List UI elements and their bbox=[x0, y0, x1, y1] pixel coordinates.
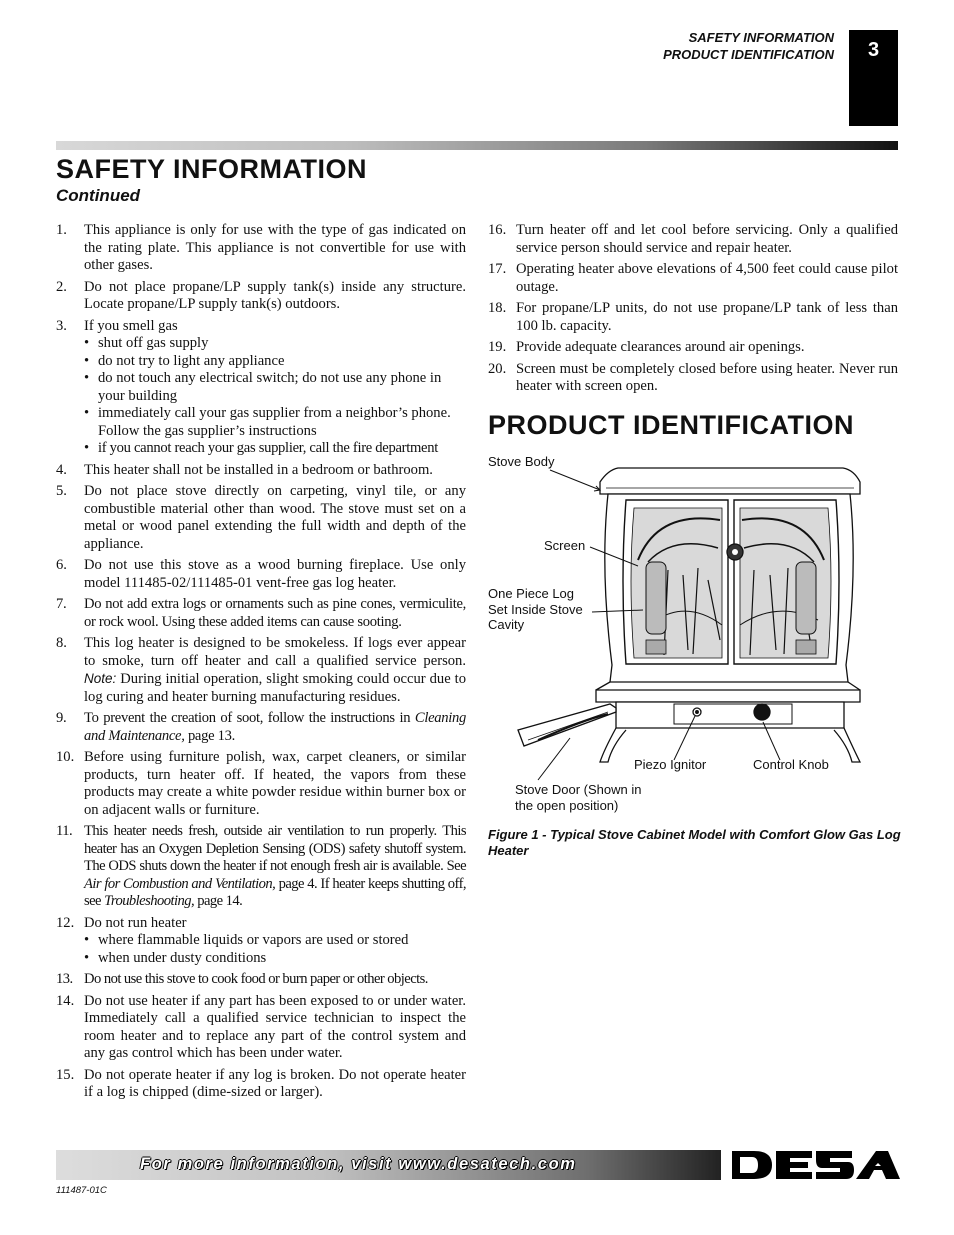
cross-reference: Air for Combustion and Ventilation, bbox=[84, 875, 276, 892]
footer-website-text: For more information, visit www.desatech.com bbox=[140, 1155, 577, 1173]
product-id-title: PRODUCT IDENTIFICATION bbox=[488, 410, 854, 440]
safety-title: SAFETY INFORMATION bbox=[56, 154, 367, 184]
item-text: Do not use this stove as a wood burning fireplace. Use only model 111485-02/111485-01 vent-free gas log heater. bbox=[84, 557, 466, 591]
left-column bbox=[56, 222, 466, 1106]
list-item bbox=[56, 279, 466, 314]
list-item bbox=[488, 339, 898, 357]
safety-subtitle: Continued bbox=[56, 186, 141, 205]
list-item bbox=[488, 361, 898, 396]
list-item bbox=[56, 749, 466, 819]
label-piezo-ignitor: Piezo Ignitor bbox=[634, 757, 707, 772]
item-text: page 14. bbox=[197, 893, 243, 909]
item-number: 9. bbox=[56, 710, 67, 726]
item-number: 17. bbox=[488, 261, 507, 277]
list-item bbox=[488, 222, 898, 257]
label-door-line: Stove Door (Shown in bbox=[515, 782, 642, 797]
item-number: 6. bbox=[56, 557, 67, 573]
label-log-set-line: Cavity bbox=[488, 617, 525, 632]
header-section-2: PRODUCT IDENTIFICATION bbox=[663, 47, 834, 62]
list-item bbox=[56, 1067, 466, 1102]
label-log-set bbox=[488, 586, 583, 633]
figure-caption: Figure 1 - Typical Stove Cabinet Model with Comfort Glow Gas Log Heater bbox=[488, 827, 901, 858]
label-log-set-line: One Piece Log bbox=[488, 586, 575, 601]
header-section-1: SAFETY INFORMATION bbox=[688, 30, 834, 45]
list-item bbox=[56, 222, 466, 275]
item-body bbox=[84, 915, 466, 968]
list-item bbox=[56, 993, 466, 1063]
item-body bbox=[84, 710, 466, 745]
cross-reference: Cleaning and Maintenance, bbox=[84, 710, 466, 744]
item-number: 7. bbox=[56, 596, 67, 612]
bullet-text: shut off gas supply bbox=[98, 335, 209, 351]
list-item bbox=[56, 635, 466, 706]
item-text: Do not use heater if any part has been exposed to or under water. Immediately call a qualified service technician to inspect the room heater and to replace any part of the control system and any gas control which has been under water. bbox=[84, 992, 466, 1061]
page-number: 3 bbox=[867, 39, 880, 61]
item-body bbox=[84, 635, 466, 706]
list-item bbox=[56, 462, 466, 480]
list-item bbox=[488, 261, 898, 296]
item-text: This heater needs fresh, outside air ventilation to run properly. This heater has an Oxygen Depletion Sensing (ODS) safety shutoff system. The ODS shuts down the heater if not enough fresh air is available. See bbox=[84, 823, 466, 874]
item-number: 11. bbox=[56, 823, 73, 839]
item-text: Do not operate heater if any log is broken. Do not operate heater if a log is chipped (dime-sized or larger). bbox=[84, 1066, 466, 1100]
leader-door bbox=[538, 738, 570, 780]
list-item bbox=[56, 971, 466, 989]
item-number: 14. bbox=[56, 992, 75, 1009]
leader-stove-body bbox=[550, 470, 600, 490]
item-text: page 13. bbox=[187, 727, 235, 744]
bullet-text: do not touch any electrical switch; do not use any phone in your building bbox=[98, 370, 442, 404]
item-number: 20. bbox=[488, 360, 507, 377]
note-text: During initial operation, slight smoking could occur due to log curing and heater burning manufacturing residues. bbox=[84, 671, 466, 705]
list-item bbox=[56, 823, 466, 911]
item-number: 19. bbox=[488, 339, 507, 355]
item-number: 12. bbox=[56, 914, 75, 931]
label-screen: Screen bbox=[544, 538, 586, 553]
item-body bbox=[84, 318, 466, 458]
item-text: Do not run heater bbox=[84, 914, 187, 931]
list-item bbox=[488, 300, 898, 335]
list-item bbox=[56, 557, 466, 592]
stove-top bbox=[600, 468, 860, 494]
bullet-item: • shut off gas supply bbox=[84, 335, 209, 351]
list-item bbox=[56, 915, 466, 968]
item-text: Before using furniture polish, wax, carpet cleaners, or similar products, turn heater off. If heated, the vapors from these products may create a white powder residue within burner box or on adjacent walls or furniture. bbox=[84, 749, 466, 818]
item-text: Provide adequate clearances around air openings. bbox=[516, 339, 805, 355]
list-item bbox=[56, 318, 466, 458]
cross-reference: Troubleshooting, bbox=[104, 893, 195, 909]
item-number: 5. bbox=[56, 483, 67, 499]
bullet-text: where flammable liquids or vapors are used or stored bbox=[98, 932, 409, 948]
item-text: To prevent the creation of soot, follow the instructions in bbox=[84, 710, 411, 726]
bullet-text: if you cannot reach your gas supplier, call the fire department bbox=[98, 440, 438, 456]
item-text: Turn heater off and let cool before servicing. Only a qualified service person should service and repair heater. bbox=[516, 222, 898, 256]
item-text: For propane/LP units, do not use propane/LP tank of less than 100 lb. capacity. bbox=[516, 300, 898, 334]
item-text: Do not add extra logs or ornaments such as pine cones, vermiculite, or rock wool. Using these added items can cause sooting. bbox=[84, 596, 466, 630]
desa-logo bbox=[724, 1146, 900, 1184]
item-number: 2. bbox=[56, 278, 67, 295]
item-text: Do not use this stove to cook food or burn paper or other objects. bbox=[84, 971, 428, 987]
label-stove-door bbox=[515, 782, 641, 813]
item-number: 16. bbox=[488, 222, 507, 238]
item-number: 18. bbox=[488, 300, 507, 316]
item-text: Screen must be completely closed before using heater. Never run heater with screen open. bbox=[516, 360, 898, 394]
label-control-knob: Control Knob bbox=[753, 757, 829, 772]
stove-base bbox=[596, 690, 860, 702]
item-text: Do not place stove directly on carpeting, vinyl tile, or any combustible material other than wood. The stove must set on a metal or wood panel extending the full width and depth of the appliance. bbox=[84, 483, 466, 552]
item-number: 3. bbox=[56, 317, 67, 334]
bullet-text: do not try to light any appliance bbox=[98, 352, 285, 369]
section-divider bbox=[56, 141, 898, 150]
item-text: This heater shall not be installed in a bedroom or bathroom. bbox=[84, 461, 433, 478]
label-stove-body: Stove Body bbox=[488, 454, 555, 469]
bullet-item: • do not touch any electrical switch; do not use any phone in your building bbox=[84, 370, 466, 405]
running-header bbox=[663, 29, 834, 63]
bullet-text: immediately call your gas supplier from a neighbor’s phone. Follow the gas supplier’s instructions bbox=[98, 405, 451, 439]
item-text: This log heater is designed to be smokeless. If logs ever appear to smoke, turn off heater and call a qualified service person. bbox=[84, 635, 466, 669]
item-number: 10. bbox=[56, 749, 75, 765]
item-number: 4. bbox=[56, 461, 67, 478]
bullet-item: • where flammable liquids or vapors are used or stored bbox=[84, 932, 409, 948]
item-number: 1. bbox=[56, 222, 67, 238]
list-item bbox=[56, 710, 466, 745]
bullet-item: • if you cannot reach your gas supplier, call the fire department bbox=[84, 440, 438, 456]
bullet-text: when under dusty conditions bbox=[98, 949, 267, 966]
control-knob bbox=[754, 704, 770, 720]
item-text: Operating heater above elevations of 4,500 feet could cause pilot outage. bbox=[516, 261, 898, 295]
item-number: 13. bbox=[56, 971, 73, 987]
label-door-line: the open position) bbox=[515, 797, 619, 813]
right-column bbox=[488, 222, 898, 400]
stove-door-open bbox=[518, 704, 616, 746]
item-text: page 4. If heater keeps shutting off, see bbox=[84, 875, 466, 909]
item-text: If you smell gas bbox=[84, 317, 178, 334]
page-number-tab bbox=[849, 30, 898, 126]
item-text: This appliance is only for use with the type of gas indicated on the rating plate. This appliance is not convertible for use with other gases. bbox=[84, 222, 466, 273]
note-label: Note: bbox=[84, 671, 117, 686]
item-number: 15. bbox=[56, 1066, 75, 1083]
stove-figure bbox=[488, 450, 898, 820]
bullet-item: • immediately call your gas supplier from a neighbor’s phone. Follow the gas supplier’s instructions bbox=[84, 405, 466, 440]
bullet-item: • when under dusty conditions bbox=[84, 949, 267, 966]
item-text: Do not place propane/LP supply tank(s) inside any structure. Locate propane/LP supply tank(s) outdoors. bbox=[84, 278, 466, 312]
item-number: 8. bbox=[56, 635, 67, 651]
bullet-item: • do not try to light any appliance bbox=[84, 352, 285, 369]
list-item bbox=[56, 596, 466, 631]
document-number: 111487-01C bbox=[56, 1185, 107, 1196]
item-body bbox=[84, 823, 466, 911]
list-item bbox=[56, 483, 466, 553]
label-log-set-line: Set Inside Stove bbox=[488, 601, 583, 617]
